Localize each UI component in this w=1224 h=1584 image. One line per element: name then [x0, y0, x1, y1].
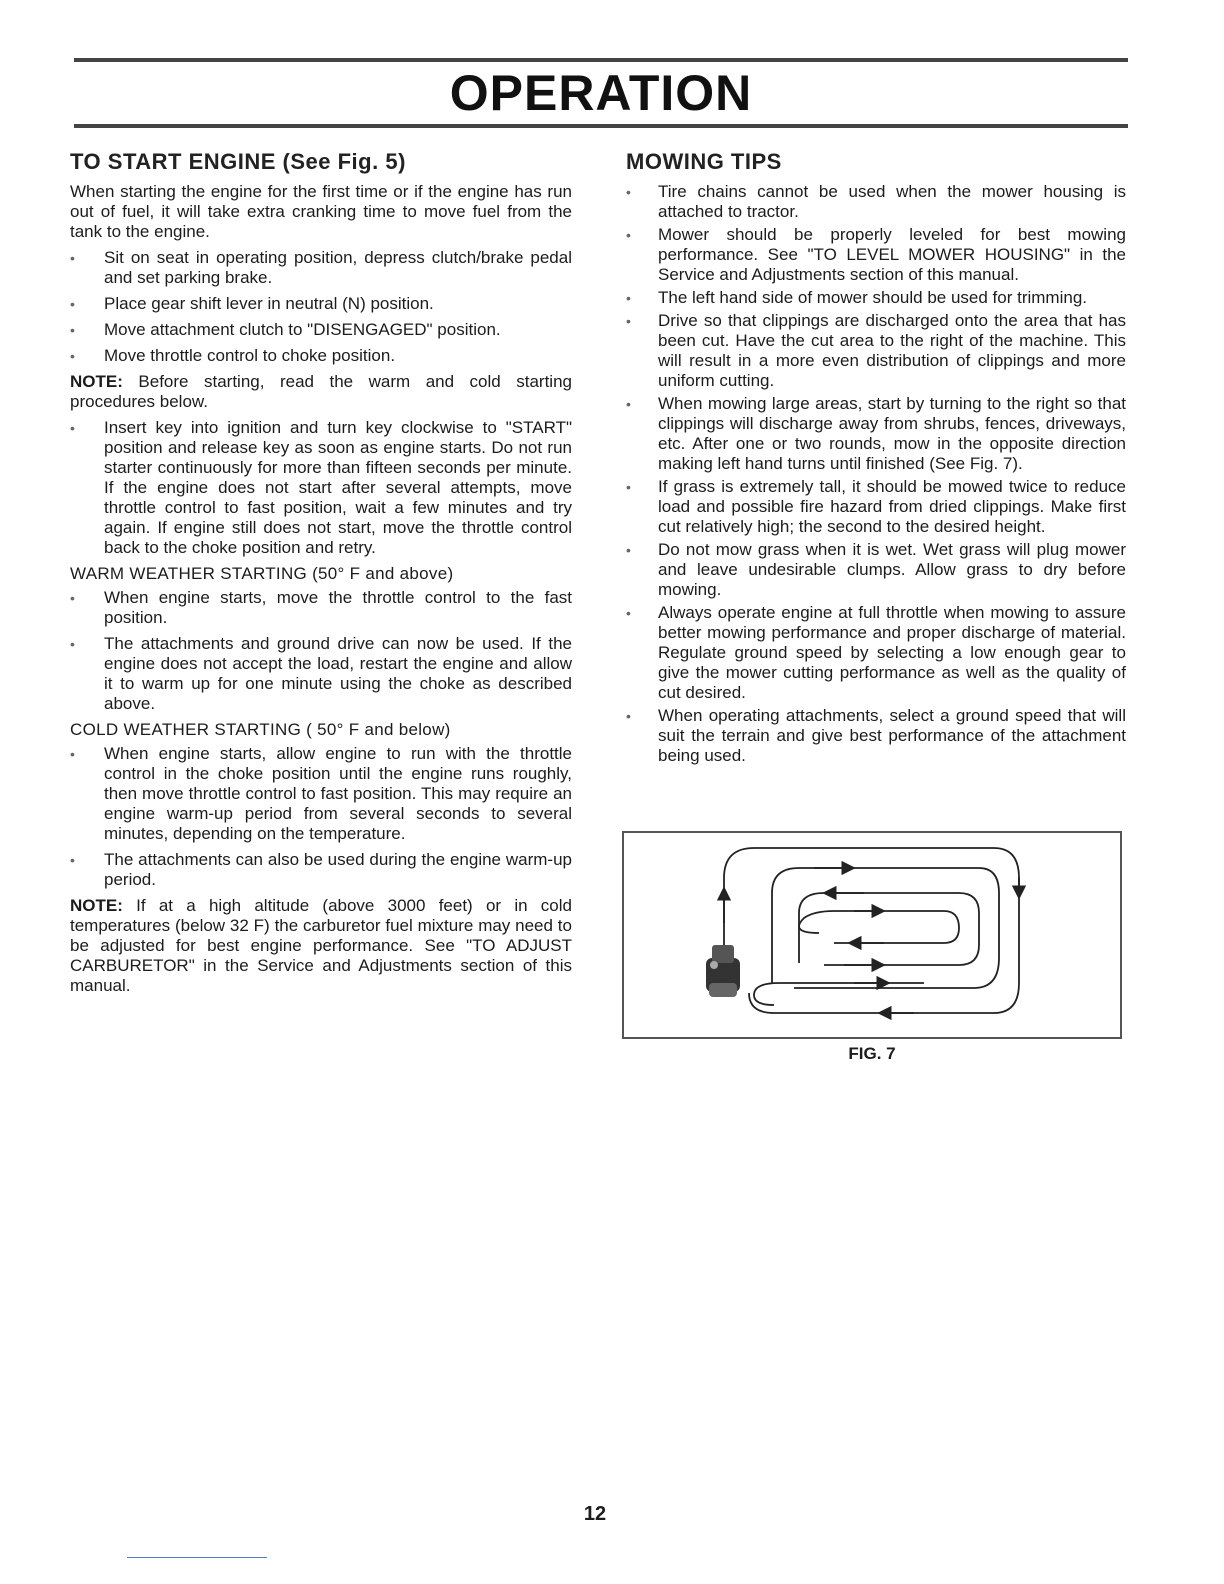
mowing-path-lower: [754, 983, 924, 1005]
list-item: • Place gear shift lever in neutral (N) position.: [70, 294, 434, 313]
header-rule-bottom: [74, 124, 1128, 128]
bullet-icon: •: [626, 542, 631, 558]
list-item: • Always operate engine at full throttle when mowing to assure better mowing performance and proper discharge of material. Regulate ground speed by selecting a low enough gear to give the mower cutting performance as well as the quality of cut desired.: [626, 603, 1126, 702]
list-item: • Tire chains cannot be used when the mower housing is attached to tractor.: [626, 182, 1126, 221]
bullet-icon: •: [70, 590, 75, 606]
bullet-icon: •: [70, 296, 75, 312]
bullet-icon: •: [70, 348, 75, 364]
list-item: • When mowing large areas, start by turning to the right so that clippings will discharge away from shrubs, fences, driveways, etc. After one or two rounds, mow in the opposite direction making left hand turns until finished (See Fig. 7).: [626, 394, 1126, 473]
figure-caption: FIG. 7: [848, 1044, 896, 1063]
list-item: • Move attachment clutch to "DISENGAGED" position.: [70, 320, 501, 339]
tractor-icon: [706, 945, 740, 997]
bullet-icon: •: [70, 852, 75, 868]
mowing-tips-list: [626, 182, 1126, 766]
bullet-icon: •: [70, 746, 75, 762]
list-item: • Insert key into ignition and turn key clockwise to "START" position and release key as soon as engine starts. Do not run starter continuously for more than fifteen seconds per minute. If the engine does not start after several attempts, move throttle control to fast position, wait a few minutes and try again. If engine still does not start, move the throttle control back to the choke position and retry.: [70, 418, 572, 557]
bullet-icon: •: [70, 322, 75, 338]
bullet-icon: •: [70, 636, 75, 652]
list-item: • The left hand side of mower should be used for trimming.: [626, 288, 1087, 307]
start-engine-section: [70, 150, 572, 1002]
list-item: • If grass is extremely tall, it should be mowed twice to reduce load and possible fire hazard from dried clippings. Make first cut relatively high; the second to the desired height.: [626, 477, 1126, 536]
bullet-icon: •: [626, 605, 631, 621]
list-item: • When engine starts, allow engine to run with the throttle control in the choke position until the engine runs roughly, then move throttle control to fast position. This may require an engine warm-up period from several seconds to several minutes, depending on the temperature.: [70, 744, 572, 843]
bullet-icon: •: [70, 420, 75, 436]
list-item: • The attachments and ground drive can now be used. If the engine does not accept the load, restart the engine and allow it to warm up for one minute using the choke as described above.: [70, 634, 572, 713]
cold-steps-list: [70, 744, 572, 890]
cold-weather-heading: COLD WEATHER STARTING ( 50° F and below): [70, 720, 451, 739]
mowing-tips-heading: MOWING TIPS: [626, 149, 782, 174]
note-high-altitude: NOTE: If at a high altitude (above 3000 feet) or in cold temperatures (below 32 F) the carburetor fuel mixture may need to be adjusted for best engine performance. See "TO ADJUST CARBURETOR" in the Service and Adjustments section of this manual.: [70, 896, 572, 995]
bullet-icon: •: [626, 313, 631, 329]
page-number: 12: [583, 1503, 607, 1525]
start-engine-intro: When starting the engine for the first time or if the engine has run out of fuel, it will take extra cranking time to move fuel from the tank to the engine.: [70, 182, 572, 241]
mowing-tips-section: [626, 150, 1126, 769]
list-item: • Move throttle control to choke position.: [70, 346, 396, 365]
bullet-icon: •: [626, 479, 631, 495]
warm-steps-list: [70, 588, 572, 714]
note-before-starting: NOTE: Before starting, read the warm and cold starting procedures below.: [70, 372, 572, 411]
mowing-path-third: [799, 893, 979, 965]
bullet-icon: •: [70, 250, 75, 266]
list-item: • When engine starts, move the throttle control to the fast position.: [70, 588, 572, 627]
bullet-icon: •: [626, 227, 631, 243]
footer-line: [127, 1557, 267, 1558]
list-item: • Sit on seat in operating position, depress clutch/brake pedal and set parking brake.: [70, 248, 572, 287]
bullet-icon: •: [626, 708, 631, 724]
mowing-path-second: [772, 868, 999, 988]
list-item: • Drive so that clippings are discharged onto the area that has been cut. Have the cut area to the right of the machine. This will result in a more even distribution of clippings and more uniform cutting.: [626, 311, 1126, 390]
list-item: • The attachments can also be used during the engine warm-up period.: [70, 850, 572, 889]
list-item: • Mower should be properly leveled for best mowing performance. See "TO LEVEL MOWER HOUSING" in the Service and Adjustments section of this manual.: [626, 225, 1126, 284]
bullet-icon: •: [626, 184, 631, 200]
bullet-icon: •: [626, 290, 631, 306]
mowing-path-inner: [799, 911, 959, 943]
list-item: • When operating attachments, select a ground speed that will suit the terrain and give best performance of the attachment being used.: [626, 706, 1126, 765]
figure-7-box: [622, 831, 1122, 1039]
warm-weather-heading: WARM WEATHER STARTING (50° F and above): [70, 564, 454, 583]
start-engine-heading: TO START ENGINE (See Fig. 5): [70, 149, 406, 174]
header-rule-top: [74, 58, 1128, 62]
start-steps-list: [70, 248, 572, 366]
bullet-icon: •: [626, 396, 631, 412]
mower-pattern-icon: [624, 833, 1124, 1041]
page-title: OPERATION: [449, 65, 753, 121]
list-item: • Do not mow grass when it is wet. Wet grass will plug mower and leave undesirable clumps. Allow grass to dry before mowing.: [626, 540, 1126, 599]
key-step-list: [70, 418, 572, 558]
